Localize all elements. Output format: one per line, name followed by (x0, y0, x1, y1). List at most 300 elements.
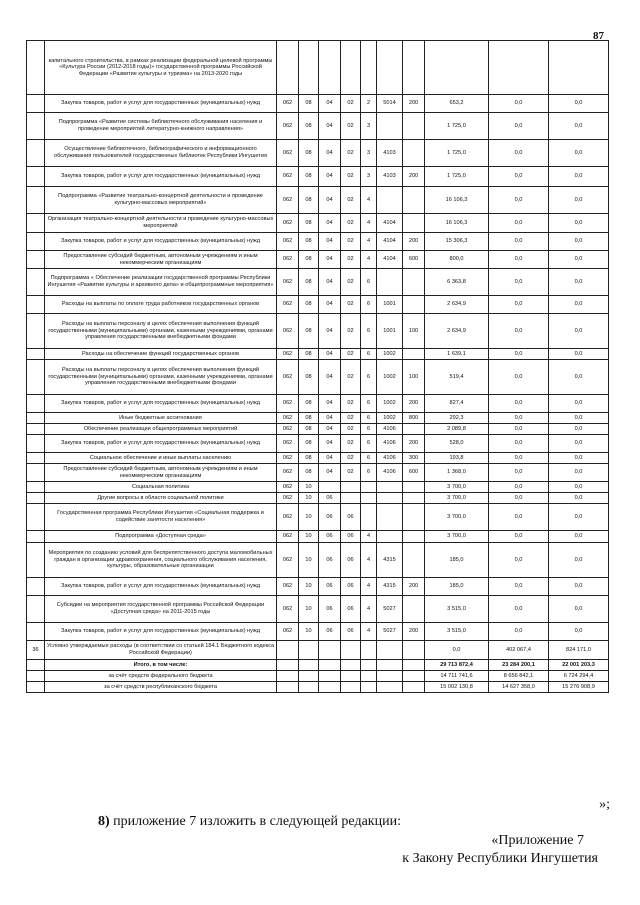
table-cell-c7 (403, 296, 425, 314)
table-cell-c1: 062 (277, 578, 299, 596)
table-cell-c7 (403, 41, 425, 95)
table-cell-c3: 06 (319, 504, 341, 531)
budget-table-body (27, 41, 609, 693)
table-cell-v1: 6 363,8 (425, 269, 489, 296)
table-cell-v3: 0,0 (549, 413, 609, 424)
table-cell-v1: 15 002 130,8 (425, 682, 489, 693)
table-row (27, 360, 609, 395)
table-cell-v3: 0,0 (549, 464, 609, 482)
table-cell-no (27, 660, 45, 671)
table-cell-v2: 0,0 (489, 504, 549, 531)
table-cell-no (27, 424, 45, 435)
table-cell-c6: 4106 (377, 464, 403, 482)
table-cell-c3 (319, 682, 341, 693)
table-cell-c2: 08 (299, 395, 319, 413)
table-cell-c4: 02 (341, 140, 361, 167)
table-row (27, 671, 609, 682)
table-row (27, 167, 609, 187)
table-cell-no (27, 187, 45, 214)
table-cell-c6: 4106 (377, 424, 403, 435)
table-cell-v3: 0,0 (549, 424, 609, 435)
table-cell-v1: 15 306,3 (425, 233, 489, 251)
table-cell-v3: 22 001 203,3 (549, 660, 609, 671)
table-cell-c7 (403, 349, 425, 360)
table-cell-v3: 0,0 (549, 578, 609, 596)
table-cell-c1: 062 (277, 233, 299, 251)
table-cell-v3: 15 276 908,9 (549, 682, 609, 693)
table-cell-c2: 10 (299, 596, 319, 623)
table-cell-v2: 0,0 (489, 269, 549, 296)
table-cell-c7 (403, 682, 425, 693)
table-cell-c4: 06 (341, 531, 361, 543)
table-cell-c3: 06 (319, 531, 341, 543)
table-cell-c4: 06 (341, 623, 361, 641)
table-row (27, 113, 609, 140)
table-cell-c6 (377, 187, 403, 214)
table-cell-v1: 519,4 (425, 360, 489, 395)
table-cell-c6 (377, 41, 403, 95)
table-cell-name: Расходы на обеспечение функций государственных органов (45, 349, 277, 360)
table-cell-c7 (403, 113, 425, 140)
table-cell-no (27, 314, 45, 349)
table-cell-c2: 08 (299, 464, 319, 482)
table-cell-c1: 062 (277, 504, 299, 531)
table-row (27, 641, 609, 660)
table-cell-no (27, 360, 45, 395)
table-cell-name: Предоставление субсидий бюджетным, автономным учреждениям и иным некоммерческим организациям (45, 251, 277, 269)
table-cell-v3: 0,0 (549, 233, 609, 251)
table-cell-c3: 04 (319, 214, 341, 233)
table-cell-c2 (299, 660, 319, 671)
table-cell-v2: 0,0 (489, 395, 549, 413)
table-cell-v1: 653,2 (425, 95, 489, 113)
table-cell-c1: 062 (277, 543, 299, 578)
table-cell-v3: 0,0 (549, 167, 609, 187)
table-cell-name: Закупка товаров, работ и услуг для государственных (муниципальных) нужд (45, 623, 277, 641)
table-cell-name: Государственная программа Республики Ингушетия «Социальная поддержка и содействие занятости населения» (45, 504, 277, 531)
table-cell-c2: 08 (299, 269, 319, 296)
table-cell-c3: 04 (319, 395, 341, 413)
table-cell-v2: 0,0 (489, 424, 549, 435)
table-cell-v1: 185,0 (425, 578, 489, 596)
table-cell-c7: 200 (403, 395, 425, 413)
table-cell-c1: 062 (277, 464, 299, 482)
table-cell-c2: 08 (299, 453, 319, 464)
table-cell-c4: 06 (341, 504, 361, 531)
table-cell-c4: 02 (341, 424, 361, 435)
table-cell-c6: 4103 (377, 167, 403, 187)
table-cell-v2: 0,0 (489, 296, 549, 314)
table-cell-c5 (361, 682, 377, 693)
table-cell-c2: 10 (299, 504, 319, 531)
table-cell-name: Итого, в том числе: (45, 660, 277, 671)
table-cell-no (27, 543, 45, 578)
table-cell-v2: 0,0 (489, 187, 549, 214)
table-cell-v1: 193,8 (425, 453, 489, 464)
table-cell-c6 (377, 682, 403, 693)
table-cell-c6 (377, 482, 403, 493)
table-cell-v2: 0,0 (489, 596, 549, 623)
table-cell-c5: 6 (361, 395, 377, 413)
table-cell-c4: 06 (341, 578, 361, 596)
table-cell-c3: 06 (319, 623, 341, 641)
table-cell-c5: 3 (361, 140, 377, 167)
table-cell-c1: 062 (277, 413, 299, 424)
table-cell-c1: 062 (277, 453, 299, 464)
table-cell-c1: 062 (277, 493, 299, 504)
table-cell-v3: 0,0 (549, 314, 609, 349)
table-cell-c3: 04 (319, 167, 341, 187)
table-cell-c7: 300 (403, 453, 425, 464)
table-cell-c5: 6 (361, 296, 377, 314)
table-cell-name: Условно утверждаемые расходы (в соответствии со статьей 184.1 Бюджетного кодекса Российской Федерации) (45, 641, 277, 660)
table-cell-c2 (299, 682, 319, 693)
table-cell-v2: 14 627 358,0 (489, 682, 549, 693)
table-cell-c1: 062 (277, 187, 299, 214)
table-cell-name: Подпрограмма « Обеспечение реализации государственной программы Республики Ингушетия «Развитие культуры и архивного дела» и общепрограммные мероприятия» (45, 269, 277, 296)
table-cell-c2: 10 (299, 543, 319, 578)
appendix-law: к Закону Республики Ингушетия (402, 851, 598, 866)
table-cell-name: Расходы на выплаты персоналу в целях обеспечения выполнения функций государственными (муниципальными) органами, казенными учреждениями, органами управления государственными внебюджетными фондами (45, 360, 277, 395)
table-cell-c4: 02 (341, 233, 361, 251)
table-cell-c2: 08 (299, 360, 319, 395)
table-cell-c5: 3 (361, 167, 377, 187)
table-cell-name: Подпрограмма «Доступная среда» (45, 531, 277, 543)
table-cell-c1: 062 (277, 349, 299, 360)
table-cell-c1 (277, 641, 299, 660)
table-cell-v1: 16 106,3 (425, 187, 489, 214)
table-cell-c5: 4 (361, 543, 377, 578)
table-cell-name: Другие вопросы в области социальной политики (45, 493, 277, 504)
table-cell-c5: 4 (361, 214, 377, 233)
table-cell-c3: 04 (319, 269, 341, 296)
table-cell-v2: 0,0 (489, 167, 549, 187)
table-cell-c5: 6 (361, 464, 377, 482)
table-cell-name: Подпрограмма «Развитие театрально-концертной деятельности и проведение культурно-массовых мероприятий» (45, 187, 277, 214)
table-cell-c2: 08 (299, 314, 319, 349)
table-cell-v3: 0,0 (549, 531, 609, 543)
table-cell-name: Закупка товаров, работ и услуг для государственных (муниципальных) нужд (45, 95, 277, 113)
table-cell-v1: 3 700,0 (425, 531, 489, 543)
table-cell-c7: 200 (403, 233, 425, 251)
table-cell-c3 (319, 41, 341, 95)
table-row (27, 543, 609, 578)
table-cell-c5: 4 (361, 233, 377, 251)
budget-table (26, 40, 609, 693)
table-cell-c6: 4104 (377, 233, 403, 251)
table-row (27, 395, 609, 413)
table-cell-c6: 1002 (377, 413, 403, 424)
appendix-title: «Приложение 7 (491, 833, 584, 848)
table-cell-v3: 0,0 (549, 482, 609, 493)
table-cell-no (27, 531, 45, 543)
table-cell-c5: 6 (361, 435, 377, 453)
table-cell-c7: 200 (403, 578, 425, 596)
table-cell-c4: 02 (341, 413, 361, 424)
table-cell-c7 (403, 424, 425, 435)
table-row (27, 413, 609, 424)
table-cell-c6 (377, 641, 403, 660)
table-row (27, 660, 609, 671)
table-cell-v2 (489, 41, 549, 95)
table-cell-no (27, 233, 45, 251)
table-cell-v3: 0,0 (549, 623, 609, 641)
table-cell-name: Закупка товаров, работ и услуг для государственных (муниципальных) нужд (45, 578, 277, 596)
table-cell-c5: 4 (361, 187, 377, 214)
table-cell-c4: 02 (341, 435, 361, 453)
table-cell-v3: 0,0 (549, 95, 609, 113)
table-cell-v1: 185,0 (425, 543, 489, 578)
table-cell-c5: 6 (361, 349, 377, 360)
table-cell-name: Социальная политика (45, 482, 277, 493)
table-cell-c5: 4 (361, 596, 377, 623)
table-cell-name: за счёт средств федерального бюджета (45, 671, 277, 682)
table-cell-v3: 0,0 (549, 596, 609, 623)
table-cell-v2: 0,0 (489, 95, 549, 113)
instruction-line (98, 814, 401, 830)
table-cell-c6: 4106 (377, 435, 403, 453)
table-cell-name: Обеспечение реализации общепрограммных мероприятий (45, 424, 277, 435)
table-cell-c7: 200 (403, 623, 425, 641)
table-cell-c2 (299, 641, 319, 660)
table-cell-c3: 04 (319, 360, 341, 395)
table-cell-c6: 4315 (377, 543, 403, 578)
table-cell-c1: 062 (277, 214, 299, 233)
table-cell-c6: 4106 (377, 453, 403, 464)
table-cell-c4 (341, 660, 361, 671)
table-cell-no (27, 95, 45, 113)
table-cell-v1: 3 700,0 (425, 493, 489, 504)
table-row (27, 314, 609, 349)
table-cell-name: капитального строительства, в рамках реализации федеральной целевой программы «Культура России (2012-2018 годы)» государственной программы Российской Федерации «Развитие культуры и туризма» на 2013-2020 годы (45, 41, 277, 95)
table-cell-c2: 10 (299, 623, 319, 641)
table-cell-c3: 06 (319, 596, 341, 623)
table-cell-c2: 08 (299, 140, 319, 167)
table-cell-c5: 3 (361, 113, 377, 140)
table-cell-c5 (361, 504, 377, 531)
table-cell-no (27, 596, 45, 623)
table-cell-v3: 6 724 294,4 (549, 671, 609, 682)
table-row (27, 682, 609, 693)
table-cell-name: Иные бюджетные ассигнования (45, 413, 277, 424)
table-cell-c3: 04 (319, 113, 341, 140)
table-cell-c1: 062 (277, 623, 299, 641)
table-cell-c3 (319, 671, 341, 682)
table-cell-name: Подпрограмма «Развитие системы библиотечного обслуживания населения и проведение мероприятий литературно-книжного направления» (45, 113, 277, 140)
table-cell-v3: 0,0 (549, 187, 609, 214)
table-cell-c4: 06 (341, 543, 361, 578)
table-cell-c7 (403, 269, 425, 296)
table-cell-no (27, 296, 45, 314)
table-cell-c4: 02 (341, 314, 361, 349)
table-cell-v1: 3 515,0 (425, 596, 489, 623)
table-cell-name: Расходы на выплаты персоналу в целях обеспечения выполнения функций государственными (муниципальными) органами, казенными учреждениями, органами управления государственными внебюджетными фондами (45, 314, 277, 349)
table-cell-c2: 08 (299, 349, 319, 360)
table-cell-name: Закупка товаров, работ и услуг для государственных (муниципальных) нужд (45, 395, 277, 413)
table-cell-v3: 0,0 (549, 493, 609, 504)
table-cell-v2: 0,0 (489, 453, 549, 464)
table-cell-v2: 0,0 (489, 543, 549, 578)
table-cell-v2: 0,0 (489, 531, 549, 543)
table-cell-c4: 02 (341, 187, 361, 214)
table-cell-v1: 1 725,0 (425, 140, 489, 167)
table-cell-no (27, 435, 45, 453)
table-cell-v2: 0,0 (489, 493, 549, 504)
table-cell-c7: 100 (403, 360, 425, 395)
table-cell-v2: 23 284 200,1 (489, 660, 549, 671)
table-cell-v2: 0,0 (489, 464, 549, 482)
table-cell-v1 (425, 41, 489, 95)
table-cell-c3 (319, 660, 341, 671)
table-cell-v3: 0,0 (549, 214, 609, 233)
table-cell-no (27, 493, 45, 504)
table-cell-v2: 0,0 (489, 214, 549, 233)
table-cell-c7: 600 (403, 251, 425, 269)
table-cell-c6: 1002 (377, 360, 403, 395)
table-cell-c6: 4103 (377, 140, 403, 167)
table-cell-no (27, 504, 45, 531)
table-row (27, 435, 609, 453)
table-cell-c4: 02 (341, 251, 361, 269)
table-row (27, 140, 609, 167)
table-cell-no (27, 413, 45, 424)
table-cell-no (27, 251, 45, 269)
table-cell-c3: 04 (319, 187, 341, 214)
table-cell-c3: 04 (319, 413, 341, 424)
table-cell-c4: 02 (341, 395, 361, 413)
table-cell-c6: 5027 (377, 596, 403, 623)
table-cell-c7 (403, 140, 425, 167)
table-cell-name: Закупка товаров, работ и услуг для государственных (муниципальных) нужд (45, 233, 277, 251)
table-cell-c5: 6 (361, 314, 377, 349)
table-cell-c2: 08 (299, 95, 319, 113)
table-cell-c2: 10 (299, 482, 319, 493)
table-cell-c7 (403, 504, 425, 531)
table-cell-c1: 062 (277, 435, 299, 453)
table-cell-c5 (361, 41, 377, 95)
table-cell-no (27, 464, 45, 482)
table-cell-v3: 0,0 (549, 140, 609, 167)
table-cell-name: Осуществление библиотечного, библиографического и информационного обслуживания пользователей государственных библиотек Республики Ингушетия (45, 140, 277, 167)
table-cell-v2: 0,0 (489, 113, 549, 140)
table-cell-no (27, 671, 45, 682)
table-cell-c1: 062 (277, 395, 299, 413)
table-cell-c2: 08 (299, 113, 319, 140)
table-cell-v1: 0,0 (425, 641, 489, 660)
table-cell-c2: 08 (299, 214, 319, 233)
table-cell-c2 (299, 41, 319, 95)
table-row (27, 493, 609, 504)
table-cell-c7 (403, 482, 425, 493)
table-cell-v1: 528,0 (425, 435, 489, 453)
table-cell-v3: 0,0 (549, 360, 609, 395)
table-cell-c3: 06 (319, 543, 341, 578)
table-cell-c4: 02 (341, 269, 361, 296)
table-cell-c1 (277, 660, 299, 671)
table-cell-c1: 062 (277, 482, 299, 493)
table-cell-c7 (403, 543, 425, 578)
table-row (27, 95, 609, 113)
table-cell-c2: 08 (299, 424, 319, 435)
table-cell-c3 (319, 641, 341, 660)
table-cell-c3: 04 (319, 464, 341, 482)
table-cell-no (27, 41, 45, 95)
table-cell-c5: 6 (361, 413, 377, 424)
table-cell-c7 (403, 214, 425, 233)
table-cell-c6: 5014 (377, 95, 403, 113)
table-cell-v1: 2 089,8 (425, 424, 489, 435)
table-cell-v1: 1 368,0 (425, 464, 489, 482)
table-cell-name: Расходы на выплаты по оплате труда работников государственных органов (45, 296, 277, 314)
table-cell-v2: 0,0 (489, 233, 549, 251)
table-row (27, 41, 609, 95)
page-number: 87 (593, 30, 604, 42)
table-cell-c6: 1002 (377, 395, 403, 413)
table-cell-c7: 600 (403, 464, 425, 482)
instruction-number: 8) (98, 814, 110, 829)
table-cell-v3: 0,0 (549, 453, 609, 464)
table-cell-c4 (341, 493, 361, 504)
table-cell-v3: 0,0 (549, 435, 609, 453)
table-cell-c6 (377, 493, 403, 504)
table-cell-c6 (377, 671, 403, 682)
table-cell-c4 (341, 671, 361, 682)
table-cell-v2: 8 656 842,1 (489, 671, 549, 682)
table-cell-c2: 08 (299, 251, 319, 269)
table-cell-c3: 04 (319, 296, 341, 314)
instruction-text: приложение 7 изложить в следующей редакции: (109, 814, 401, 829)
table-cell-c4: 06 (341, 596, 361, 623)
table-cell-v3: 0,0 (549, 251, 609, 269)
table-row (27, 482, 609, 493)
table-cell-c1: 062 (277, 360, 299, 395)
table-cell-c7 (403, 671, 425, 682)
table-cell-c7 (403, 187, 425, 214)
table-cell-c7 (403, 641, 425, 660)
table-cell-c5 (361, 493, 377, 504)
table-cell-c2 (299, 671, 319, 682)
table-cell-no (27, 269, 45, 296)
table-cell-name: Закупка товаров, работ и услуг для государственных (муниципальных) нужд (45, 435, 277, 453)
table-cell-c7 (403, 660, 425, 671)
table-cell-c1: 062 (277, 95, 299, 113)
table-row (27, 531, 609, 543)
table-row (27, 251, 609, 269)
table-cell-c1: 062 (277, 167, 299, 187)
table-cell-name: Субсидии на мероприятия государственной программы Российской Федерации «Доступная среда» на 2011-2015 годы (45, 596, 277, 623)
table-row (27, 296, 609, 314)
table-cell-c6 (377, 660, 403, 671)
table-cell-c6: 4104 (377, 214, 403, 233)
table-cell-v2: 0,0 (489, 251, 549, 269)
table-cell-c5: 2 (361, 95, 377, 113)
table-cell-v3: 0,0 (549, 296, 609, 314)
table-cell-c1: 062 (277, 269, 299, 296)
table-cell-c6 (377, 531, 403, 543)
table-cell-v2: 0,0 (489, 360, 549, 395)
table-cell-no (27, 482, 45, 493)
table-row (27, 233, 609, 251)
table-cell-name: Мероприятия по созданию условий для беспрепятственного доступа маломобильных граждан в организации здравоохранения, социального обслуживания населения, культуры, образовательные организации (45, 543, 277, 578)
table-cell-c7: 200 (403, 167, 425, 187)
table-cell-v1: 3 700,0 (425, 482, 489, 493)
table-cell-no (27, 167, 45, 187)
table-cell-c5: 6 (361, 269, 377, 296)
table-cell-c1: 062 (277, 596, 299, 623)
closing-mark: »; (599, 797, 610, 812)
table-cell-v1: 1 725,0 (425, 167, 489, 187)
table-cell-v3: 0,0 (549, 504, 609, 531)
